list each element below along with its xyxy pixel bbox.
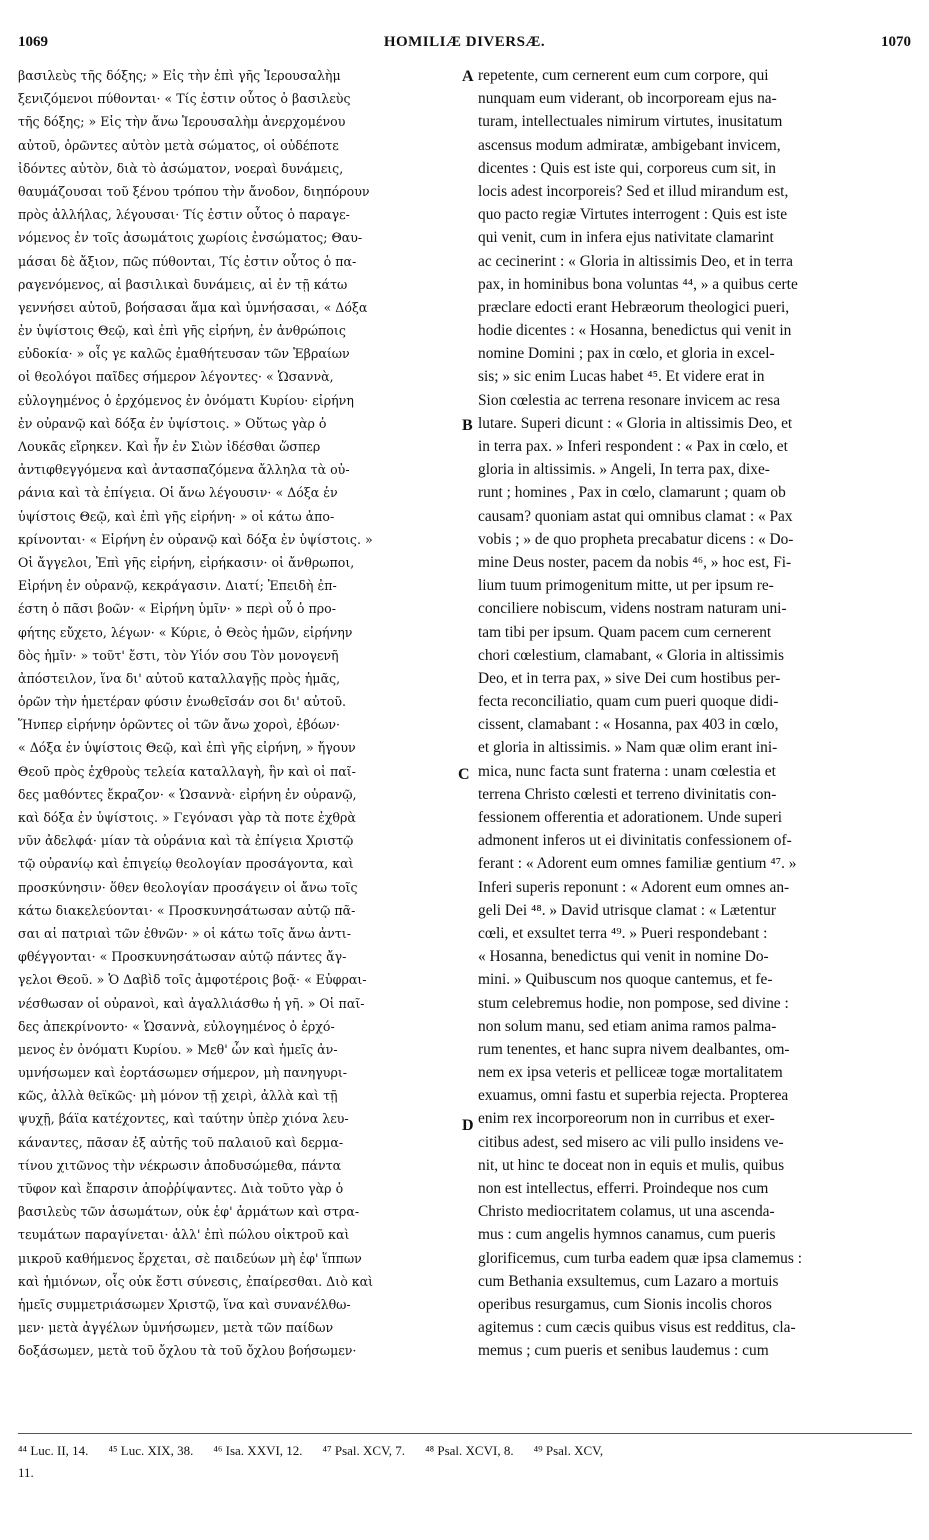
latin-text-line: rum tenentes, et hanc supra nivem dealbantes, om- (478, 1040, 790, 1058)
section-marker-b: B (462, 417, 473, 434)
greek-column (18, 64, 462, 1363)
greek-text-line: βασιλεὺς τῶν ἀσωμάτων, οὐκ ἐφ' ἁρμάτων καὶ στρα- (18, 1204, 360, 1220)
greek-text-line: ἐν ὑψίστοις Θεῷ, καὶ ἐπὶ γῆς εἰρήνη, ἐν ἀνθρώποις (18, 323, 346, 339)
greek-text-line: ὁρῶν τὴν ἡμετέραν φύσιν ἑνωθεῖσάν σοι δι' αὐτοῦ. (18, 694, 347, 710)
greek-text-line: μενος ἐν ὀνόματι Κυρίου. » Μεθ' ὧν καὶ ἡμεῖς ἀν- (18, 1041, 338, 1057)
latin-text-line: conciliere nobiscum, videns nostram naturam uni- (478, 600, 787, 618)
greek-text-line: Θεοῦ πρὸς ἐχθροὺς τελεία καταλλαγὴ, ἣν καὶ οἱ παῖ- (18, 763, 356, 779)
latin-text-line: « Hosanna, benedictus qui venit in nomine Do- (478, 948, 769, 966)
greek-text-line: ἰδόντες αὐτὸν, διὰ τὸ ἀσώματον, νοεραὶ δυνάμεις, (18, 160, 344, 176)
footnote: ⁴⁴ Luc. II, 14. (18, 1443, 89, 1458)
greek-text-line: δες ἀπεκρίνοντο· « Ὡσαννὰ, εὐλογημένος ὁ ἐρχό- (18, 1018, 335, 1034)
greek-text-line: « Δόξα ἐν ὑψίστοις Θεῷ, καὶ ἐπὶ γῆς εἰρήνη, » ἤγουν (18, 740, 356, 756)
greek-text-line: Εἰρήνη ἐν οὐρανῷ, κεκράγασιν. Διατί; Ἐπειδὴ ἐπ- (18, 578, 337, 594)
footnote: ⁴⁶ Isa. XXVI, 12. (213, 1443, 303, 1458)
footnote: ⁴⁷ Psal. XCV, 7. (322, 1443, 406, 1458)
latin-text-line: locis adest incorporeis? Sed et illud mirandum est, (478, 182, 789, 200)
greek-text-line: δες μαθόντες ἔκραζον· « Ὡσαννὰ· εἰρήνη ἐν οὐρανῷ, (18, 786, 357, 802)
greek-text-line: ξενιζόμενοι πύθονται· « Τίς ἐστιν οὗτος ὁ βασιλεὺς (18, 91, 351, 107)
greek-text-line: τευμάτων παραγίνεται· ἀλλ' ἐπὶ πώλου οἰκτροῦ καὶ (18, 1227, 350, 1243)
section-marker-a: A (462, 68, 474, 85)
latin-text-line: in terra pax. » Inferi respondent : « Pax in cœlo, et (478, 438, 788, 455)
section-marker-d: D (462, 1117, 474, 1134)
latin-text-line: dicentes : Quis est iste qui, corporeus cum sit, in (478, 159, 776, 177)
greek-text-line: πρὸς ἀλλήλας, λέγουσαι· Τίς ἐστιν οὗτος ὁ παραγε- (18, 207, 350, 223)
section-marker-c: C (458, 766, 470, 783)
page-header (18, 34, 911, 58)
latin-text-line: qui venit, cum in infera ejus nativitate clamarint (478, 229, 774, 247)
running-title: HOMILIÆ DIVERSÆ. (383, 34, 546, 50)
latin-text-line: stum celebremus hodie, non pompose, sed divine : (478, 994, 789, 1012)
latin-text-line: vobis ; » de quo propheta precabatur dicens : « Do- (478, 530, 794, 548)
latin-text-line: nunquam eum viderant, ob incorpoream ejus na- (478, 90, 777, 108)
latin-text-line: tam tibi per ipsum. Quam pacem cum cernerent (478, 623, 772, 641)
latin-text-line: cissent, clamabant : « Hosanna, pax 403 in cœlo, (478, 716, 779, 734)
latin-text-line: glorificemus, cum turba eadem quæ ipsa clamemus : (478, 1249, 802, 1267)
greek-text-line: κῶς, ἀλλὰ θεϊκῶς· μὴ μόνον τῇ χειρὶ, ἀλλὰ καὶ τῇ (18, 1088, 338, 1104)
latin-text-line: runt ; homines , Pax in cœlo, clamarunt ; quam ob (478, 484, 786, 502)
footnote-divider (18, 1433, 912, 1434)
greek-text-line: βασιλεὺς τῆς δόξης; » Εἰς τὴν ἐπὶ γῆς Ἱερουσαλὴμ (18, 68, 341, 83)
footnote: ⁴⁵ Luc. XIX, 38. (108, 1443, 194, 1458)
latin-text-line: agitemus : cum cæcis quibus visus est redditus, cla- (478, 1319, 796, 1337)
latin-text-line: causam? quoniam astat qui omnibus clamat : « Pax (478, 507, 793, 525)
latin-text-line: nit, ut hinc te doceat non in equis et mulis, quibus (478, 1156, 785, 1174)
greek-text-line: κάναντες, πᾶσαν ἐξ αὐτῆς τοῦ παλαιοῦ καὶ δερμα- (18, 1134, 344, 1150)
latin-text-line: non est intellectus, efferri. Proindeque nos cum (478, 1180, 769, 1197)
latin-text-line: fessionem offerentia et adorationem. Unde superi (478, 809, 783, 826)
latin-text-line: lutare. Superi dicunt : « Gloria in altissimis Deo, et (478, 414, 793, 432)
footnote-line (18, 1440, 911, 1462)
greek-text-line: τῷ οὐρανίῳ καὶ ἐπιγείῳ θεολογίαν προσάγοντα, καὶ (18, 856, 354, 872)
latin-text-line: mica, nunc facta sunt fraterna : unam cœlestia et (478, 762, 776, 780)
latin-text-line: chori cœlestium, clamabant, « Gloria in altissimis (478, 646, 785, 664)
greek-text-line: Ἥνπερ εἰρήνην ὁρῶντες οἱ τῶν ἄνω χοροὶ, ἐβόων· (18, 717, 341, 733)
latin-text-line: mus : cum angelis hymnos canamus, cum pueris (478, 1226, 776, 1244)
greek-text-line: ψυχῇ, βάϊα κατέχοντες, καὶ ταύτην ὑπὲρ χιόνα λευ- (18, 1111, 349, 1127)
greek-text-line: μάσαι δὲ ἄξιον, πῶς πύθονται, Τίς ἐστιν οὗτος ὁ πα- (18, 253, 357, 269)
latin-text-line: fecta reconciliatio, quam cum pueri quoque didi- (478, 693, 779, 711)
greek-text-line: μεν· μετὰ ἀγγέλων ὑμνήσωμεν, μετὰ τῶν παίδων (18, 1320, 334, 1336)
left-column-number: 1069 (18, 34, 48, 50)
greek-text-line: καὶ δόξα ἐν ὑψίστοις. » Γεγόνασι γὰρ τὰ ποτε ἐχθρὰ (18, 810, 356, 825)
footnote: ⁴⁹ Psal. XCV, (533, 1443, 604, 1458)
greek-text-line: σαι αἱ πατριαὶ τῶν ἐθνῶν· » οἱ κάτω τοῖς ἄνω ἀντι- (18, 925, 351, 941)
latin-text-line: citibus adest, sed misero ac vili pullo insidens ve- (478, 1133, 784, 1151)
latin-text-line: terrena Christo cœlesti et terreno divinitatis con- (478, 785, 777, 803)
latin-text-line: admonent inferos ut ei divinitatis confessionem of- (478, 832, 792, 850)
greek-text-line: ἐν οὐρανῷ καὶ δόξα ἐν ὑψίστοις. » Οὕτως γὰρ ὁ (18, 415, 327, 431)
latin-text-line: sis; » sic enim Lucas habet ⁴⁵. Et videre erat in (478, 368, 765, 386)
latin-text-line: cum Bethania exsultemus, cum Lazaro a mortuis (478, 1272, 779, 1290)
latin-text-line: repetente, cum cernerent eum cum corpore, qui (478, 67, 769, 84)
latin-text-line: hodie dicentes : « Hosanna, benedictus qui venit in (478, 322, 792, 340)
greek-text-line: ὑψίστοις Θεῷ, καὶ ἐπὶ γῆς εἰρήνη· » οἱ κάτω ἀπο- (18, 508, 335, 524)
signature-mark: 11. (18, 1465, 34, 1480)
greek-text-line: κάτω διακελεύονται· « Προσκυνησάτωσαν αὐτῷ πᾶ- (18, 902, 356, 918)
greek-text-line: οἱ θεολόγοι παῖδες σήμερον λέγοντες· « Ὡσαννὰ, (18, 369, 334, 385)
greek-text-line: καὶ ἡμιόνων, οἷς οὐκ ἔστι σύνεσις, ἐπαίρεσθαι. Διὸ καὶ (18, 1273, 374, 1289)
latin-text-line: ferant : « Adorent eum omnes familiæ gentium ⁴⁷. » (478, 855, 797, 873)
latin-text-line: Sion cœlestia ac terrena resonare invicem ac resa (478, 391, 781, 409)
latin-text-line: memus ; cum pueris et senibus laudemus : cum (478, 1342, 769, 1360)
latin-text-line: non solum manu, sed etiam anima ramos palma- (478, 1017, 777, 1035)
latin-text-line: enim rex incorporeorum non in curribus et exer- (478, 1110, 775, 1128)
greek-text-line: έστη ὁ πᾶσι βοῶν· « Εἰρήνη ὑμῖν· » περὶ οὗ ὁ προ- (18, 601, 336, 617)
greek-text-line: τῆς δόξης; » Εἰς τὴν ἄνω Ἱερουσαλὴμ ἀνερχομένου (18, 114, 346, 130)
latin-text-line: Deo, et in terra pax, » sive Dei cum hostibus per- (478, 669, 781, 687)
latin-text-line: cœli, et exsultet terra ⁴⁹. » Pueri respondebant : (478, 924, 768, 942)
greek-text-line: υμνήσωμεν καὶ ἑορτάσωμεν σήμερον, μὴ πανηγυρι- (18, 1065, 348, 1081)
greek-text-line: μικροῦ καθήμενος ἔρχεται, σὲ παιδεύων μὴ ἐφ' ἵππων (18, 1250, 362, 1266)
greek-text-line: κρίνονται· « Εἰρήνη ἐν οὐρανῷ καὶ δόξα ἐν ὑψίστοις. » (18, 531, 373, 547)
latin-text-line: ascensus modum admiratæ, ambigebant invicem, (478, 136, 781, 154)
greek-text-line: ἀντιφθεγγόμενα καὶ ἀντασπαζόμενα ἄλληλα τὰ οὐ- (18, 462, 350, 478)
greek-text-line: φθέγγονται· « Προσκυνησάτωσαν αὐτῷ πάντες ἄγ- (18, 949, 347, 965)
latin-text-line: exuamus, omni fastu et superbia rejecta. Propterea (478, 1087, 789, 1105)
latin-text-line: Inferi superis reponunt : « Adorent eum omnes an- (478, 878, 790, 896)
latin-text-line: gloria in altissimis. » Angeli, In terra pax, dixe- (478, 461, 770, 479)
latin-text-line: pax, in hominibus bona voluntas ⁴⁴, » a quibus certe (478, 275, 798, 293)
latin-text-line: nem ex ipsa veteris et pelliceæ togæ mortalitatem (478, 1064, 783, 1082)
greek-text-line: δὸς ἡμῖν· » τοῦτ' ἔστι, τὸν Υἱόν σου Τὸν μονογενῆ (18, 647, 339, 663)
latin-text-line: mini. » Quibuscum nos quoque cantemus, et fe- (478, 971, 773, 989)
greek-text-line: νέσθωσαν οἱ οὐρανοὶ, καὶ ἀγαλλιάσθω ἡ γῆ. » Οἱ παῖ- (18, 995, 365, 1011)
latin-text-line: et gloria in altissimis. » Nam quæ olim erant ini- (478, 739, 778, 757)
greek-text-line: τίνου χιτῶνος τὴν νέκρωσιν ἀποδυσώμεθα, πάντα (18, 1157, 342, 1173)
greek-text-line: ραγενόμενος, αἱ βασιλικαὶ δυνάμεις, αἱ ἐν τῇ κάτω (18, 276, 348, 292)
greek-text-line: Οἱ ἄγγελοι, Ἐπὶ γῆς εἰρήνη, εἰρήκασιν· οἱ ἄνθρωποι, (18, 554, 355, 570)
greek-text-line: εὐλογημένος ὁ ἐρχόμενος ἐν ὀνόματι Κυρίου· εἰρήνη (18, 392, 354, 408)
greek-text-line: γεννήσει αὐτοῦ, βοήσασαι ἅμα καὶ ὑμνήσασαι, « Δόξα (18, 299, 368, 315)
footnote: ⁴⁸ Psal. XCVI, 8. (425, 1443, 514, 1458)
greek-text-line: ἀπόστειλον, ἵνα δι' αὐτοῦ καταλλαγῇς πρὸς ἡμᾶς, (18, 670, 341, 686)
greek-text-line: γελοι Θεοῦ. » Ὁ Δαβὶδ τοῖς ἀμφοτέροις βοᾷ· « Εὐφραι- (18, 972, 367, 988)
greek-text-line: ἡμεῖς συμμετριάσωμεν Χριστῷ, ἵνα καὶ συνανέλθω- (18, 1296, 351, 1312)
latin-text-line: geli Dei ⁴⁸. » David utrisque clamat : « Lætentur (478, 901, 776, 919)
greek-text-line: ράνια καὶ τὰ ἐπίγεια. Οἱ ἄνω λέγουσιν· « Δόξα ἐν (18, 485, 338, 501)
latin-column (478, 64, 914, 1363)
greek-text-line: φήτης εὔχετο, λέγων· « Κύριε, ὁ Θεὸς ἡμῶν, εἰρήνην (18, 624, 353, 640)
latin-text-line: turam, intellectuales nimirum virtutes, inusitatum (478, 113, 783, 131)
latin-text-line: Christo mediocritatem colamus, ut una ascenda- (478, 1203, 775, 1221)
greek-text-line: προσκύνησιν· ὅθεν θεολογίαν προσάγειν οἱ ἄνω τοῖς (18, 879, 358, 895)
latin-text-line: quo pacto regiæ Virtutes interrogent : Quis est iste (478, 206, 788, 224)
footnotes (18, 1440, 911, 1484)
latin-text-line: præclare edocti erant Hebræorum theologici pueri, (478, 298, 790, 316)
greek-text-line: αὐτοῦ, ὁρῶντες αὐτὸν μετὰ σώματος, οἱ οὐδέποτε (18, 137, 339, 153)
latin-text-line: mine Deus noster, pacem da nobis ⁴⁶, » hoc est, Fi- (478, 553, 792, 571)
latin-text-line: ac cecinerint : « Gloria in altissimis Deo, et in terra (478, 252, 793, 270)
greek-text-line: εὐδοκία· » οἷς γε καλῶς ἐμαθήτευσαν τῶν Ἑβραίων (18, 346, 350, 362)
greek-text-line: δοξάσωμεν, μετὰ τοῦ ὄχλου τὰ τοῦ ὄχλου βοήσωμεν· (18, 1343, 357, 1359)
greek-text-line: νόμενος ἐν τοῖς ἀσωμάτοις χωρίοις ἐνσώματος; Θαυ- (18, 230, 363, 246)
greek-text-line: νῦν ἀδελφά· μίαν τὰ οὐράνια καὶ τὰ ἐπίγεια Χριστῷ (18, 833, 354, 849)
greek-text-line: θαυμάζουσαι τοῦ ξένου τρόπου τὴν ἄνοδον, διηπόρουν (18, 183, 370, 199)
greek-text-line: Λουκᾶς εἴρηκεν. Καὶ ἦν ἐν Σιὼν ἰδέσθαι ὥσπερ (18, 439, 321, 454)
greek-text-line: τῦφον καὶ ἔπαρσιν ἀποῤῥίψαντες. Διὰ τοῦτο γὰρ ὁ (18, 1181, 344, 1196)
right-column-number: 1070 (881, 34, 911, 50)
latin-text-line: lium tuum primogenitum mitte, ut per ipsum re- (478, 577, 774, 595)
latin-text-line: operibus resurgamus, cum Sionis incolis choros (478, 1295, 772, 1313)
latin-text-line: nomine Domini ; pax in cœlo, et gloria in excel- (478, 345, 775, 363)
